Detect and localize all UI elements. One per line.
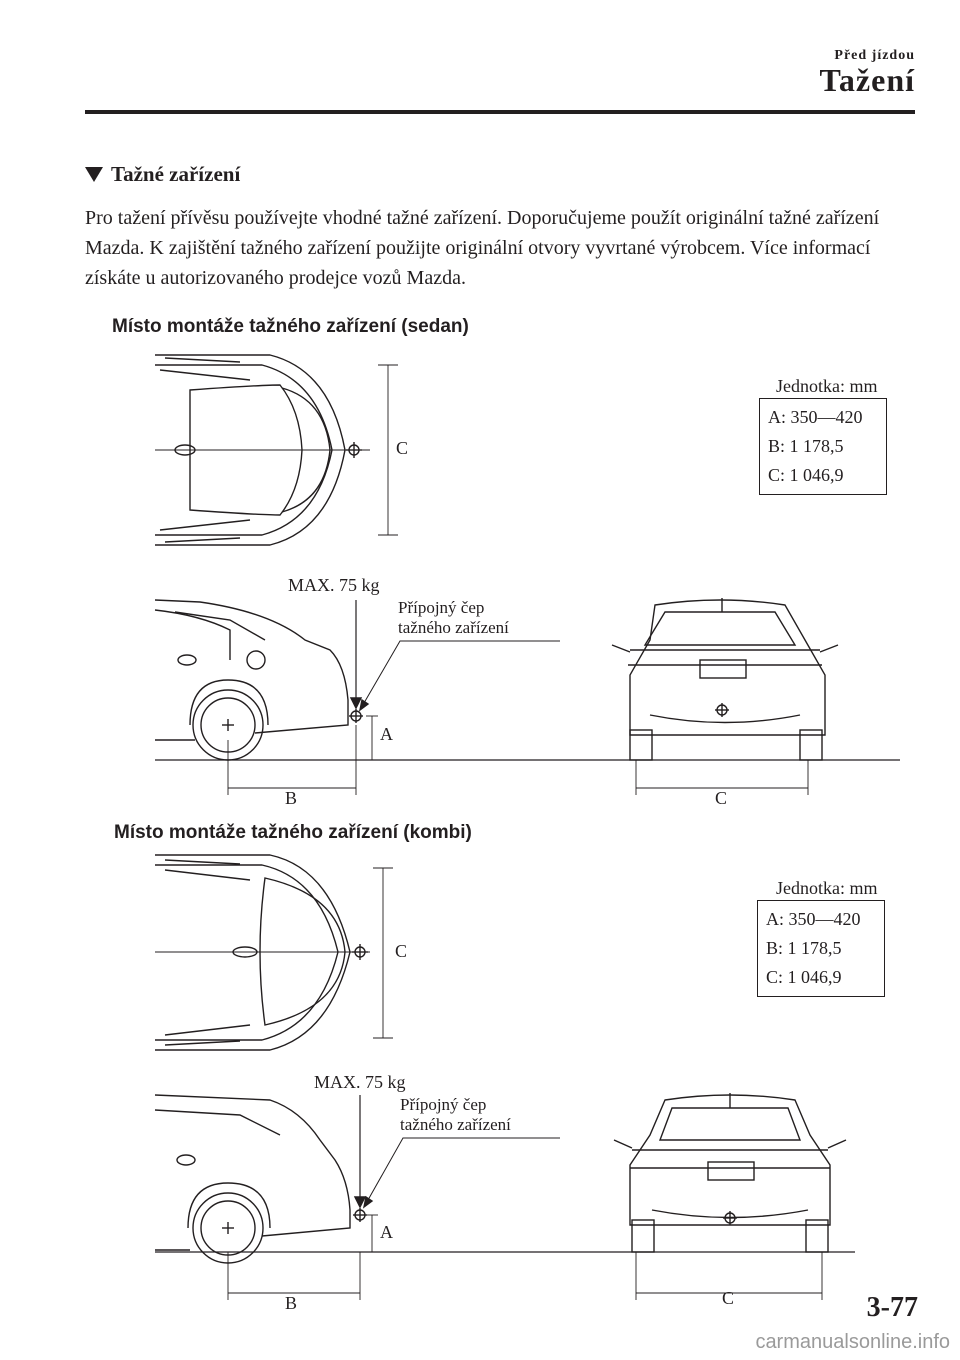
sedan-side-view: [155, 600, 900, 795]
pin-label-line1: Přípojný čep: [398, 598, 485, 617]
sedan-top-view: [155, 355, 398, 545]
sedan-rear-view: [612, 598, 838, 795]
kombi-rear-view: [614, 1093, 846, 1300]
page-number: 3-77: [866, 1292, 918, 1323]
figure-sedan-title: Místo montáže tažného zařízení (sedan): [112, 316, 469, 337]
max-load-label: MAX. 75 kg: [314, 1072, 406, 1092]
unit-label: Jednotka: mm: [776, 878, 878, 898]
dim-b-label: B: [285, 788, 298, 808]
body-paragraph: Pro tažení přívěsu používejte vhodné tažné zařízení. Doporučujeme použít originální tažné zařízení Mazda. K zajištění tažného zařízení použijte originální otvory vyvrtané výrobcem. Více informací získáte u autorizovaného prodejce vozů Mazda.: [85, 207, 880, 289]
watermark: carmanualsonline.info: [755, 1331, 950, 1353]
spec-b: B: 1 178,5: [768, 436, 844, 456]
dim-b-label: B: [285, 1293, 298, 1313]
subsection-title: Tažné zařízení: [111, 162, 241, 186]
pin-label-line1: Přípojný čep: [400, 1095, 487, 1114]
pin-label-line2: tažného zařízení: [400, 1115, 511, 1134]
section-label: Před jízdou: [834, 48, 915, 63]
dim-c-top-label: C: [395, 941, 408, 961]
figure-kombi-title: Místo montáže tažného zařízení (kombi): [114, 822, 472, 843]
spec-a: A: 350—420: [766, 909, 861, 929]
spec-b: B: 1 178,5: [766, 938, 842, 958]
dim-c-rear-label: C: [715, 788, 728, 808]
dim-c-top-label: C: [396, 438, 409, 458]
spec-box: [759, 398, 887, 495]
dim-c-rear-label: C: [722, 1288, 735, 1308]
kombi-top-view: [155, 855, 393, 1050]
spec-c: C: 1 046,9: [768, 465, 844, 485]
unit-label: Jednotka: mm: [776, 376, 878, 396]
dim-a-label: A: [380, 1222, 393, 1242]
dim-a-label: A: [380, 724, 393, 744]
max-load-label: MAX. 75 kg: [288, 575, 380, 595]
spec-c: C: 1 046,9: [766, 967, 842, 987]
chapter-title: Tažení: [819, 62, 915, 98]
spec-box: [757, 900, 885, 997]
pin-label-line2: tažného zařízení: [398, 618, 509, 637]
spec-a: A: 350—420: [768, 407, 863, 427]
